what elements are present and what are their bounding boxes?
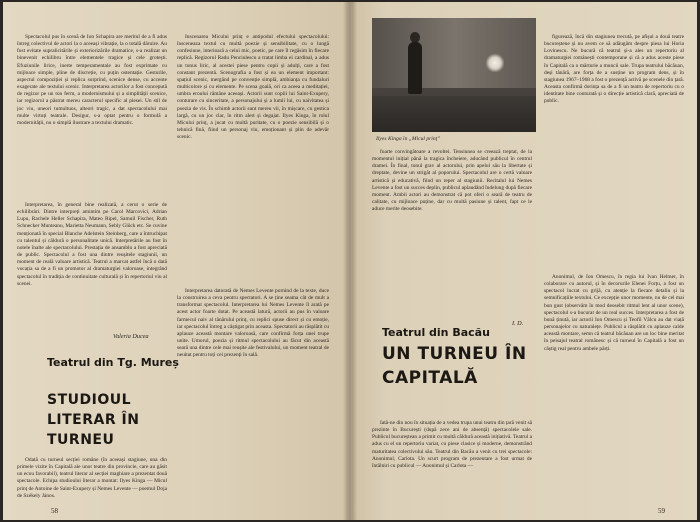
- photo-actor-figure: [408, 42, 422, 94]
- right-section-header: Teatrul din Bacău: [382, 326, 490, 339]
- left-col1-text: [17, 34, 167, 204]
- magazine-spread: [3, 2, 697, 520]
- left-col1-paragraph: Spectacolul pus în scenă de Ion Schapira are meritul de a fi adus întreg colectivul de actori la o aceeași vibrație, la o totală dăruire. Au fost evitate supralicitările și exteriorizările dramatice, s-a realizat un binevenit echilibru între elementele tragice și cele grotești. Efuziunile lirice, inerte temperamentale au fost exprimate cu mijloace simple, pline de discreție, cu puțin ostentație. Gesturile, aspectul compoziției și replica surprind, scenice dense, cu accente exagerate ale textului scenic. Interpretarea actorilor a fost concepută de regizor pe un ton ferm, a modernismului și a simplității scenice, iar regizorul a păstrat mereu caracterul specific al piesei. Un stil de joc viu, uneori tumultuos, alteori tragic, a dat spectacolului mai multe virtuți teatrale. Desigur, s-a optat pentru o formulă a modernității, nu o simplă ilustrare a textului dramatic.: [17, 34, 167, 126]
- left-col2b-text: [177, 288, 329, 512]
- right-col-b2-text: [544, 274, 684, 510]
- stage-photo: [372, 18, 536, 132]
- left-signature: Valeria Ducea: [113, 333, 149, 340]
- left-section-header: Teatrul din Tg. Mureș: [47, 356, 179, 369]
- left-col1c-paragraph: Odată cu turneul secției române (în aceeași stagiune, una din primele vizite în Capitală ale unor teatre din provincie, care au găsit un ecou favorabil), teatrul literar al secției maghiare a prezentat două spectacole. Echipa studioului literar a montat: Ilyes Kinga — Micul prinț de Antoine de Saint-Exupery și Nemes Levente — poemul Doja de Székely János.: [17, 457, 167, 499]
- right-col-a2-paragraph: Iată-ne din nou în situația de a vedea trupa unui teatru din țară venit să prezinte în București (după zece ani de absență) spectacolele sale. Publicul bucureștean a primit cu multă căldură această inițiativă. Teatrul a adus cu el un repertoriu variat, cu piese clasice și moderne, demonstrând maturitatea colectivului său. Teatrul din Bacău a venit cu trei spectacole: Anonimul, Carlota. Un scurt program de prezentare a fost urmat de întâlniri cu publicul — Anonimul și Carlota —: [372, 420, 532, 469]
- photo-light: [486, 54, 504, 72]
- right-col-b-text: [544, 34, 684, 272]
- right-col-b-paragraph: figurează, încă din stagiunea trecută, pe afișul a două teatre bucureștene și nu avem ce să adăugăm despre piesa lui Horia Lovinescu. Ne bucură că teatrul și-a ales un repertoriu al dramaturgiei românești contemporane și că a adus aceste piese în Capitală ca o mărturie a muncii sale. Trupa teatrului băcăuan, deși tânără, are forța de a susține un program dens, și în stagiunea 1967–1968 a fost o prezență activă pe scenele din țară. Aceasta confirmă dorința sa de a fi un teatru de repertoriu cu o identitate bine conturată și o direcție artistică clară, apreciată de public.: [544, 34, 684, 105]
- left-col1c-text: [17, 457, 167, 509]
- photo-floor: [372, 96, 536, 132]
- right-col-a-text: [372, 149, 532, 315]
- right-article-title: UN TURNEU ÎN CAPITALĂ: [382, 344, 527, 388]
- photo-backdrop: [372, 18, 536, 88]
- left-col2-paragraph: Inscenarea Micului prinț e antipodul efectului spectacolului: însceneaza textul cu multă poezie și sensibilitate, cu o lungă confesiune, interioară a celui mic, poetic, pe care îl regăsim în fiecare replică. Regizorul Radu Penciulescu a tratat limba ei cardinal, a adus un tonus liric, al acestei piese pentru copii și adulți, care a fost constant prezentă. Scenografia a fost și ea un element important: spațiul scenic, mergând pe convenție simplă, ambianța cu fundaluri multicolore și cu elemente. Pe scena goală, ori ca aceea a meditației, umbra eroului rămâne aceeași. Actorii sunt copiii lui Saint-Exupery, conturare cu sinceritate, a personajului și a lumii lui, cu naivitatea și poezia de vis. În schimb actorii sunt mereu vii, în mișcare, cu gestica largă, cu un joc clar, în ritm alert și degajat. Ilyes Kinga, în rolul Micului prinț, a jucat cu multă puritate, cu o poezie sensibilă și o tehnică fină, fiind un personaj viu, emoționant și plin de adevăr scenic.: [177, 34, 329, 141]
- left-article-title: STUDIOUL LITERAR ÎN TURNEU: [47, 392, 140, 448]
- left-page-number: 58: [51, 507, 58, 515]
- right-page-number: 59: [658, 507, 665, 515]
- right-col-a2-text: [372, 420, 532, 510]
- left-col2-text: [177, 34, 329, 282]
- left-col1b-paragraph: Interpretarea, în general bine realizată, a cerut o serie de echilibrări. Dintre interpreți amintim pe Carol Marcovici, Adrian Lupu, Rachele Heller Schapira, Mateo Ripel, Samuil Fischer, Ruth Schnecker Munteanu, Marietta Neumann, Sebly Glück etc. Se cuvine menționată în special Blanche Adelstein Steinberg, care a întruchipat cu talentul și căldură o personalitate unică. Interpretările au fost în notele înalte ale spectacolului. Prestația de ansamblu a fost apreciată de public. Spectacolul a fost una dintre reușitele stagiunii, un moment de reală valoare artistică. Teatrul a marcat astfel încă o dată vocația sa de a fi un promotor al dramaturgiei valoroase, integrând spectacolul în tradiția de continuitate culturală și în repertoriul viu al scenei.: [17, 202, 167, 287]
- photo-caption: Ilyes Kinga în „Micul prinț”: [376, 136, 441, 142]
- left-col2b-paragraph: Interpretarea datorată de Nemes Levente pornind de la texte, duce la construirea a ceva pentru spectatori. A se ține seama cât de mult a transformat spectacolul. Interpretarea lui Nemes Levente îl arată pe acest actor foarte dotat. Pe această latură, actorii au pus în valoare farmecul naiv al tânărului prinț, cu replici spuse direct și cu emoție, iar spectacolul întreg a câștigat prin aceasta. Spectatorii au răsplătit cu aplauze această montare valoroasă, care confirmă forța unei trupe unite. Umorul, poezia și ritmul spectacolului au făcut din această seară una dintre cele mai reușite ale festivalului, un moment teatral de neuitat pentru toți cei prezenți în sală.: [177, 288, 329, 359]
- left-col1b-text: [17, 202, 167, 324]
- left-page: [3, 2, 348, 520]
- right-col-b2-paragraph: Anonimul, de Ion Omescu, în regia lui Ivan Helmer, în colaborare cu autorul, și în decorurile Elenei Forțu, a fost un spectacol lucrat cu grijă, cu atenție la fiecare detaliu și la semnificațiile textului. Ce excepție unor momente, nu de cel mai bun gust (observăm în mod deosebit ritmul lent al unor scene), spectacolul s-a bucurat de un real succes. Interpretarea a fost de bună ținută, iar actorii Ion Omescu și Teofil Vâlcu au dat viață personajelor cu naturalețe. Publicul a răsplătit cu aplauze calde această montare, semn că teatrul băcăuan are un loc bine meritat în peisajul teatral românesc și că turneul în Capitală a fost un câștig real pentru ambele părți.: [544, 274, 684, 352]
- right-page: [352, 2, 697, 520]
- right-col-a-paragraph: foarte convingătoare a revoltei. Tensiunea se creează treptat, de la momentul inițial până la tragica încheiere, aducând publicul în centrul dramei. În final, tonul grav al actorului, prin apelul său la libertate și dreptate, devine un strigăt al poporului. Spectacolul are o certă valoare artistică și educativă, fiind un reper al stagiunii. Recitalul lui Nemes Levente a fost un succes deplin, publicul aplaudând îndelung după fiecare moment. Ambii actori au demonstrat că pot oferi o seară de teatru de calitate, cu mijloace puține, dar cu multă pasiune și talent, fapt ce le aduce merite deosebite.: [372, 149, 532, 213]
- right-signature: I. D.: [512, 320, 524, 327]
